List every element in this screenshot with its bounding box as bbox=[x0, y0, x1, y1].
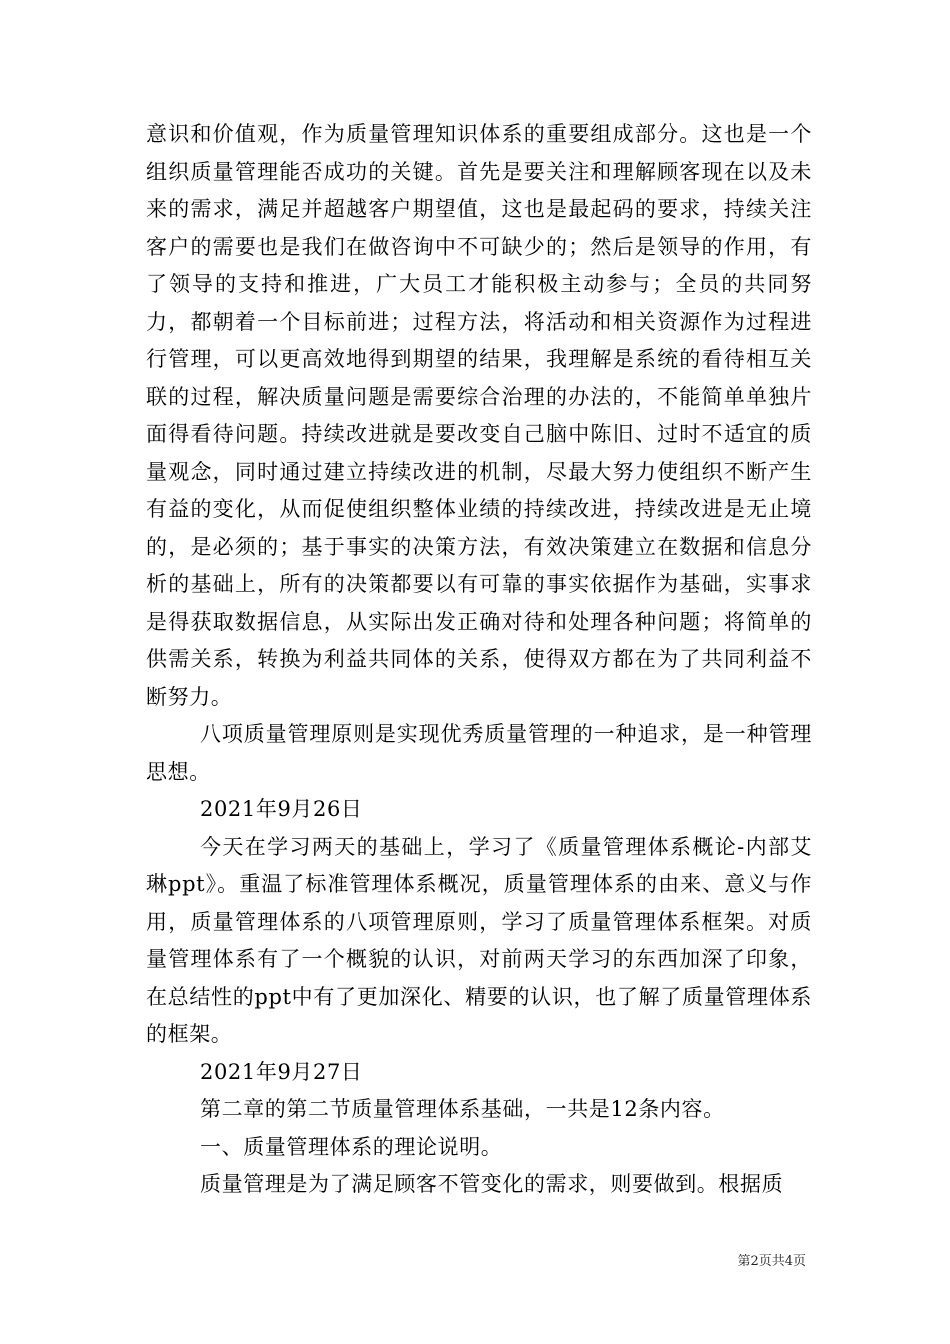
page-number-footer: 第2页共4页 bbox=[737, 1254, 806, 1269]
paragraph-principles-detail: 意识和价值观，作为质量管理知识体系的重要组成部分。这也是一个组织质量管理能否成功的关键。首先是要关注和理解顾客现在以及未来的需求，满足并超越客户期望值，这也是最起码的要求，持续关注客户的需要也是我们在做咨询中不可缺少的；然后是领导的作用，有了领导的支持和推进，广大员工才能积极主动参与；全员的共同努力，都朝着一个目标前进；过程方法，将活动和相关资源作为过程进行管理，可以更高效地得到期望的结果，我理解是系统的看待相互关联的过程，解决质量问题是需要综合治理的办法的，不能简单单独片面得看待问题。持续改进就是要改变自己脑中陈旧、过时不适宜的质量观念，同时通过建立持续改进的机制，尽最大努力使组织不断产生有益的变化，从而促使组织整体业绩的持续改进，持续改进是无止境的，是必须的；基于事实的决策方法，有效决策建立在数据和信息分析的基础上，所有的决策都要以有可靠的事实依据作为基础，实事求是得获取数据信息，从实际出发正确对待和处理各种问题；将简单的供需关系，转换为利益共同体的关系，使得双方都在为了共同利益不断努力。 bbox=[146, 122, 812, 709]
paragraph-section-one-heading: 一、质量管理体系的理论说明。 bbox=[200, 1134, 503, 1159]
paragraph-quality-management-start: 质量管理是为了满足顾客不管变化的需求，则要做到。根据质 bbox=[200, 1172, 784, 1196]
date-heading-sept-27: 2021年9月27日 bbox=[200, 1059, 363, 1084]
paragraph-sept-26-notes: 今天在学习两天的基础上，学习了《质量管理体系概论-内部艾琳ppt》。重温了标准管理体系概况，质量管理体系的由来、意义与作用，质量管理体系的八项管理原则，学习了质量管理体系框架。对质量管理体系有了一个概貌的认识，对前两天学习的东西加深了印象，在总结性的ppt中有了更加深化、精要的认识，也了解了质量管理体系的框架。 bbox=[146, 834, 812, 1046]
document-body bbox=[146, 116, 812, 1204]
paragraph-chapter-two-intro: 第二章的第二节质量管理体系基础，一共是12条内容。 bbox=[200, 1097, 725, 1121]
paragraph-principles-summary: 八项质量管理原则是实现优秀质量管理的一种追求，是一种管理思想。 bbox=[146, 722, 812, 784]
date-heading-sept-26: 2021年9月26日 bbox=[200, 797, 363, 821]
